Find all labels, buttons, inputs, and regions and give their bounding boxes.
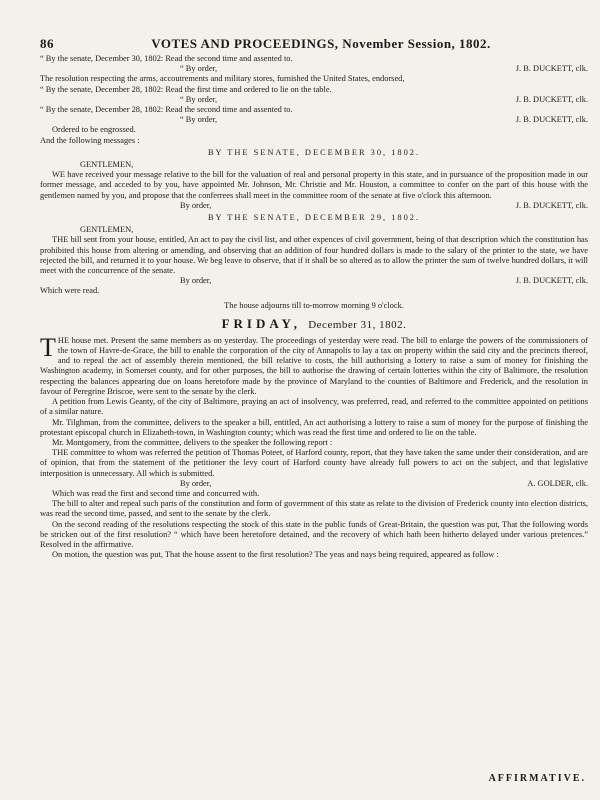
order-line <box>40 479 588 489</box>
message-body: WE have received your message relative to the bill for the valuation of real and personal property in this state, and in pursuance of the proposition made in our former message, and acceded to by you, have appointed Mr. Johnson, Mr. Christie and Mr. Houston, a committee to confer on the part of this house with the gentlemen named by you, and propose that the conferrees shall meet in the committee room of the senate at five o'clock this afternoon. <box>40 170 588 200</box>
catchword: AFFIRMATIVE. <box>488 773 586 784</box>
petition-paragraph: A petition from Lewis Geanty, of the city of Baltimore, praying an act of insolvency, was preferred, read, and referred to the committee appointed on petitions of a similar nature. <box>40 397 588 417</box>
endorsement-line: “ By the senate, December 28, 1802: Read the first time and ordered to lie on the table. <box>40 84 332 94</box>
by-order-text: “ By order, <box>180 64 218 74</box>
by-order-text: By order, <box>180 200 212 210</box>
friday-proceedings <box>40 332 588 560</box>
running-title: VOTES AND PROCEEDINGS, November Session, 1802. <box>151 36 491 51</box>
proceedings-text: HE house met. Present the same members as on yesterday. The proceedings of yesterday were read. The bill to enlarge the powers of the commissioners of the town of Havre-de-Grace, the bill to enable the corporation of the city of Annapolis to lay a tax on property within the said city and the precincts thereof, and to repeal the act of assembly therein mentioned, the bill relative to costs, the bill authorising a lottery to raise a sum of money for finishing the Washington academy, in Somerset county, and for other purposes, the bill to authorise the drawing of certain lotteries within the city of Baltimore, the resolution respecting the balances appearing due on loans heretofore made by the province of Maryland to the counties of Baltimore and Frederick, and the resolution in favour of Peregrine Briscoe, were sent to the senate by the clerk. <box>40 335 588 396</box>
message-dateline: BY THE SENATE, DECEMBER 29, 1802. <box>207 213 421 223</box>
order-line <box>40 115 588 125</box>
by-order-text: “ By order, <box>180 115 218 125</box>
concurred-paragraph: Which was read the first and second time and concurred with. <box>52 488 260 498</box>
endorsement-line: “ By the senate, December 28, 1802: Read the second time and assented to. <box>40 105 293 115</box>
senate-endorsements <box>40 54 588 146</box>
clerk-signature: A. GOLDER, clk. <box>527 478 588 488</box>
proceedings-paragraph <box>40 332 588 397</box>
day-date: December 31, 1802. <box>308 318 407 331</box>
order-line <box>40 276 588 286</box>
clerk-signature: J. B. DUCKETT, clk. <box>515 94 588 104</box>
endorsement-line: “ By the senate, December 30, 1802: Read the second time and assented to. <box>40 54 293 63</box>
engrossed-line: Ordered to be engrossed. <box>52 125 136 135</box>
day-name: FRIDAY, <box>221 315 301 331</box>
by-order-text: By order, <box>180 276 212 286</box>
frederick-bill-paragraph: The bill to alter and repeal such parts of the constitution and form of government of this state as relate to the division of Frederick county into election districts, was read the second time, passed, and sent to the senate by the clerk. <box>40 499 588 519</box>
motion-paragraph: On motion, the question was put, That the house assent to the first resolution? The yeas and nays being required, appeared as follow : <box>52 550 499 560</box>
page-header <box>40 36 588 52</box>
message-dateline: BY THE SENATE, DECEMBER 30, 1802. <box>207 147 421 157</box>
resolution-line: The resolution respecting the arms, accoutrements and military stores, furnished the United States, endorsed, <box>40 74 405 84</box>
drop-cap-letter: T <box>40 332 56 362</box>
following-messages-line: And the following messages : <box>40 135 140 145</box>
page-number: 86 <box>40 36 54 51</box>
great-britain-paragraph: On the second reading of the resolutions respecting the stock of this state in the public funds of Great-Britain, the question was put, That the following words be stricken out of the first resolution? “ which have been heretofore detained, and the recovery of which hath been hitherto delayed under various pretences.” Resolved in the affirmative. <box>40 519 588 549</box>
senate-message-1 <box>40 148 588 211</box>
senate-message-2 <box>40 213 588 297</box>
day-heading <box>40 315 588 334</box>
adjournment-line: The house adjourns till to-morrow morning 9 o'clock. <box>224 300 404 310</box>
message-salutation: GENTLEMEN, <box>80 160 134 170</box>
clerk-signature: J. B. DUCKETT, clk. <box>515 200 588 210</box>
tilghman-paragraph: Mr. Tilghman, from the committee, delivers to the speaker a bill, entitled, An act authorising a lottery to raise a sum of money for the purpose of finishing the protestant episcopal church in Elizabeth-town, in Washington county; which was read the first time and ordered to lie on the table. <box>40 417 588 437</box>
montgomery-paragraph: Mr. Montgomery, from the committee, delivers to the speaker the following report : <box>52 437 333 447</box>
clerk-signature: J. B. DUCKETT, clk. <box>515 115 588 125</box>
message-salutation: GENTLEMEN, <box>80 225 134 235</box>
order-line <box>40 64 588 74</box>
clerk-signature: J. B. DUCKETT, clk. <box>515 64 588 74</box>
committee-report: THE committee to whom was referred the petition of Thomas Poteet, of Harford county, report, that they have taken the same under their consideration, and are of opinion, that from the statement of the petitioner the levy court of Harford county have already full powers to act on the subject, and that legislative interposition is unnecessary. All which is submitted. <box>40 448 588 478</box>
order-line <box>40 201 588 211</box>
by-order-text: By order, <box>180 478 212 488</box>
message-body: THE bill sent from your house, entitled, An act to pay the civil list, and other expences of civil government, being of that description which the constitution has prohibited this house from altering or amending, and observing that an addition of four hundred dollars is made to the salary of the printer to the state, we have rejected the bill, and returned it to your house. We beg leave to observe, that if it shall be so altered as to allow the printer the sum of twelve hundred dollars, it will meet with the concurrence of the senate. <box>40 235 588 276</box>
which-were-read: Which were read. <box>40 286 100 296</box>
clerk-signature: J. B. DUCKETT, clk. <box>515 276 588 286</box>
order-line <box>40 95 588 105</box>
by-order-text: “ By order, <box>180 94 218 104</box>
